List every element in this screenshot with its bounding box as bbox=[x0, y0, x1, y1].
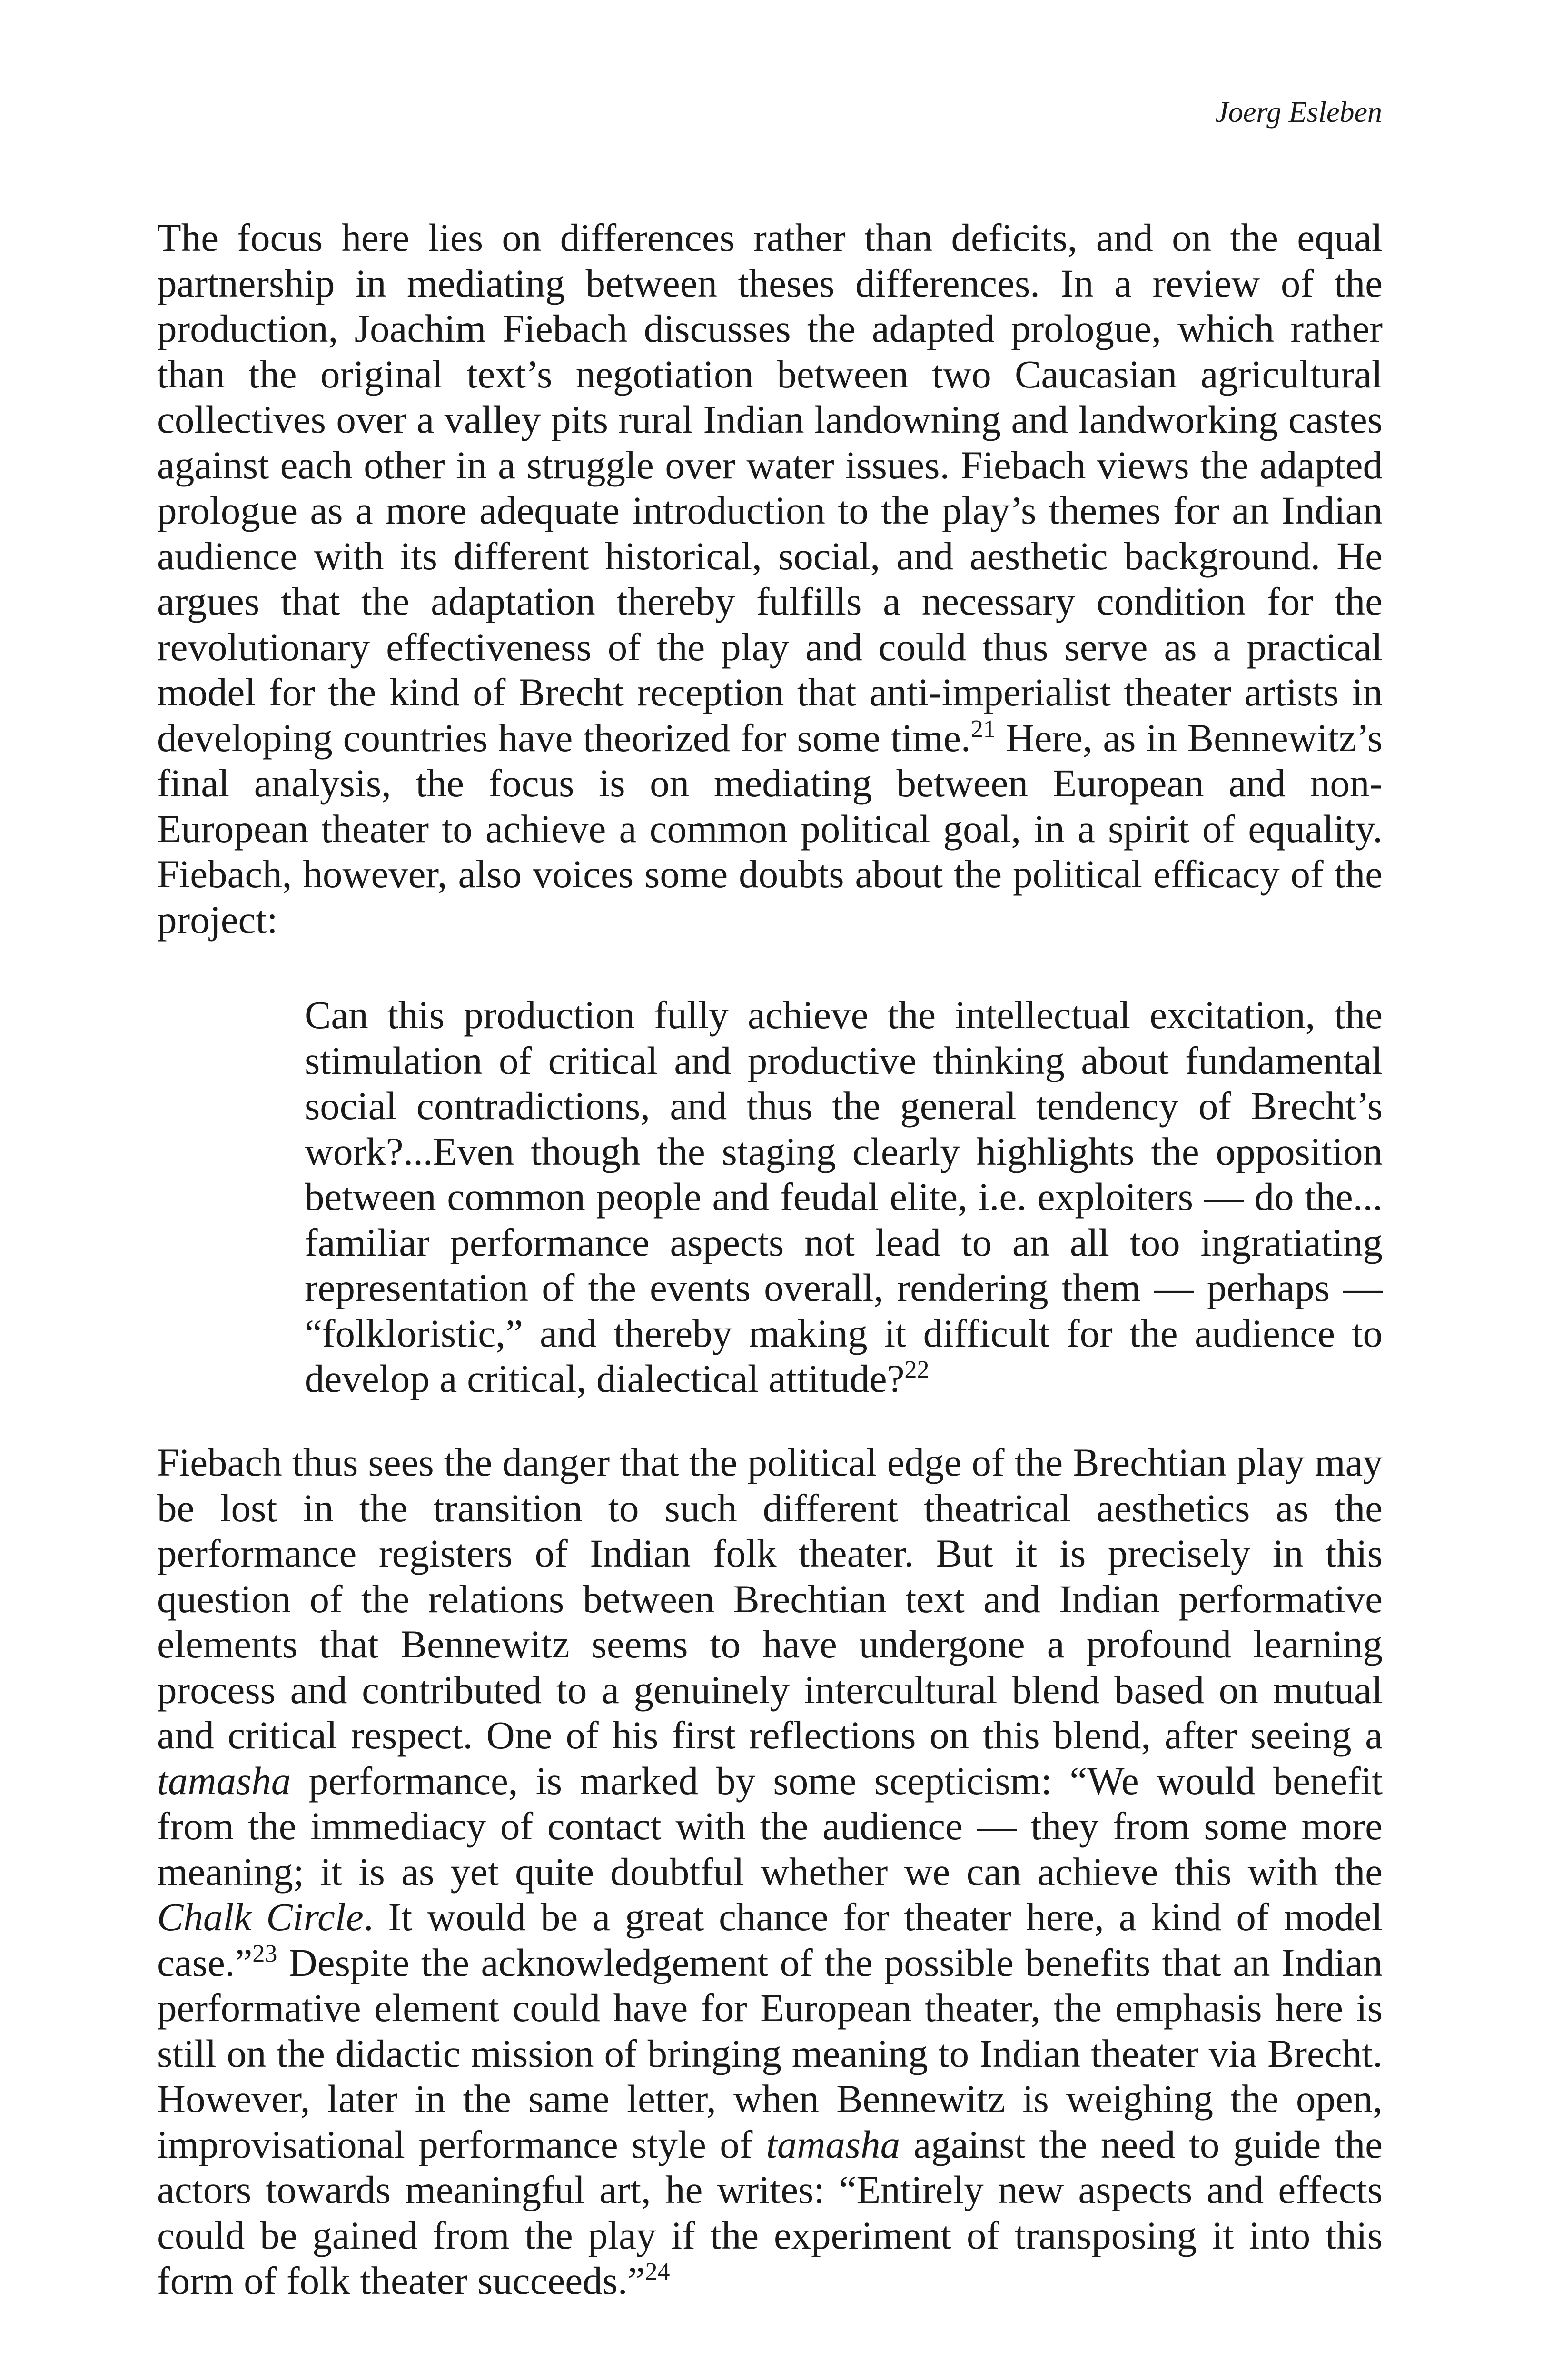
paragraph-2-text-c: . It would be a great chance for theater here, a kind of model case.” bbox=[157, 1895, 1383, 1984]
italic-term-tamasha-2: tamasha bbox=[766, 2122, 900, 2166]
italic-term-tamasha: tamasha bbox=[157, 1758, 291, 1803]
footnote-ref-21[interactable]: 21 bbox=[970, 715, 996, 743]
paragraph-2-text-a: Fiebach thus sees the danger that the political edge of the Brechtian play may be lost in the transition to such different theatrical aesthetics as the performance registers of Indian folk theater. But it is precisely in this question of the relations between Brechtian text and Indian performative elements that Bennewitz seems to have undergone a profound learning process and contributed to a genuinely intercultural blend based on mutual and critical respect. One of his first reflections on this blend, after seeing a bbox=[157, 1440, 1383, 1757]
footnote-ref-22[interactable]: 22 bbox=[904, 1356, 930, 1383]
running-head-author: Joerg Esleben bbox=[1215, 96, 1382, 129]
paragraph-2-text-e: against the need to guide the actors towards meaningful art, he writes: “Entirely new aspects and effects could be gained from the play if the experiment of transposing it into this form of folk theater succeeds.” bbox=[157, 2122, 1383, 2302]
body-paragraph-2 bbox=[157, 1440, 1383, 2304]
footnote-ref-24[interactable]: 24 bbox=[645, 2258, 670, 2285]
paragraph-1-text-b: Here, as in Bennewitz’s final analysis, the focus is on mediating between European and non-European theater to achieve a common political goal, in a spirit of equality. Fiebach, however, also voices some doubts about the political efficacy of the project: bbox=[157, 715, 1383, 942]
footnote-ref-23[interactable]: 23 bbox=[252, 1940, 277, 1967]
italic-title-chalk-circle: Chalk Circle bbox=[157, 1895, 364, 1939]
paragraph-2-text-b: performance, is marked by some scepticism: “We would benefit from the immediacy of contact with the audience — they from some more meaning; it is as yet quite doubtful whether we can achieve this with the bbox=[157, 1758, 1383, 1894]
body-paragraph-1 bbox=[157, 215, 1383, 942]
paragraph-1-text-a: The focus here lies on differences rather than deficits, and on the equal partnership in mediating between theses differences. In a review of the production, Joachim Fiebach discusses the adapted prologue, which rather than the original text’s negotiation between two Caucasian agricultural collectives over a valley pits rural Indian landowning and landworking castes against each other in a struggle over water issues. Fiebach views the adapted prologue as a more adequate introduction to the play’s themes for an Indian audience with its different historical, social, and aesthetic background. He argues that the adaptation thereby fulfills a necessary condition for the revolutionary effectiveness of the play and could thus serve as a practical model for the kind of Brecht reception that anti-imperialist theater artists in developing countries have theorized for some time. bbox=[157, 216, 1383, 760]
paragraph-2-text-d: Despite the acknowledgement of the possible benefits that an Indian performative element could have for European theater, the emphasis here is still on the didactic mission of bringing meaning to Indian theater via Brecht. However, later in the same letter, when Bennewitz is weighing the open, improvisational performance style of bbox=[157, 1940, 1383, 2166]
block-quotation bbox=[305, 992, 1383, 1402]
blockquote-text: Can this production fully achieve the intellectual excitation, the stimulation of critical and productive thinking about fundamental social contradictions, and thus the general tendency of Brecht’s work?...Even though the staging clearly highlights the opposition between common people and feudal elite, i.e. exploiters — do the... familiar performance aspects not lead to an all too ingratiating representation of the events overall, rendering them — perhaps — “folkloristic,” and thereby making it difficult for the audience to develop a critical, dialectical attitude? bbox=[305, 993, 1383, 1400]
